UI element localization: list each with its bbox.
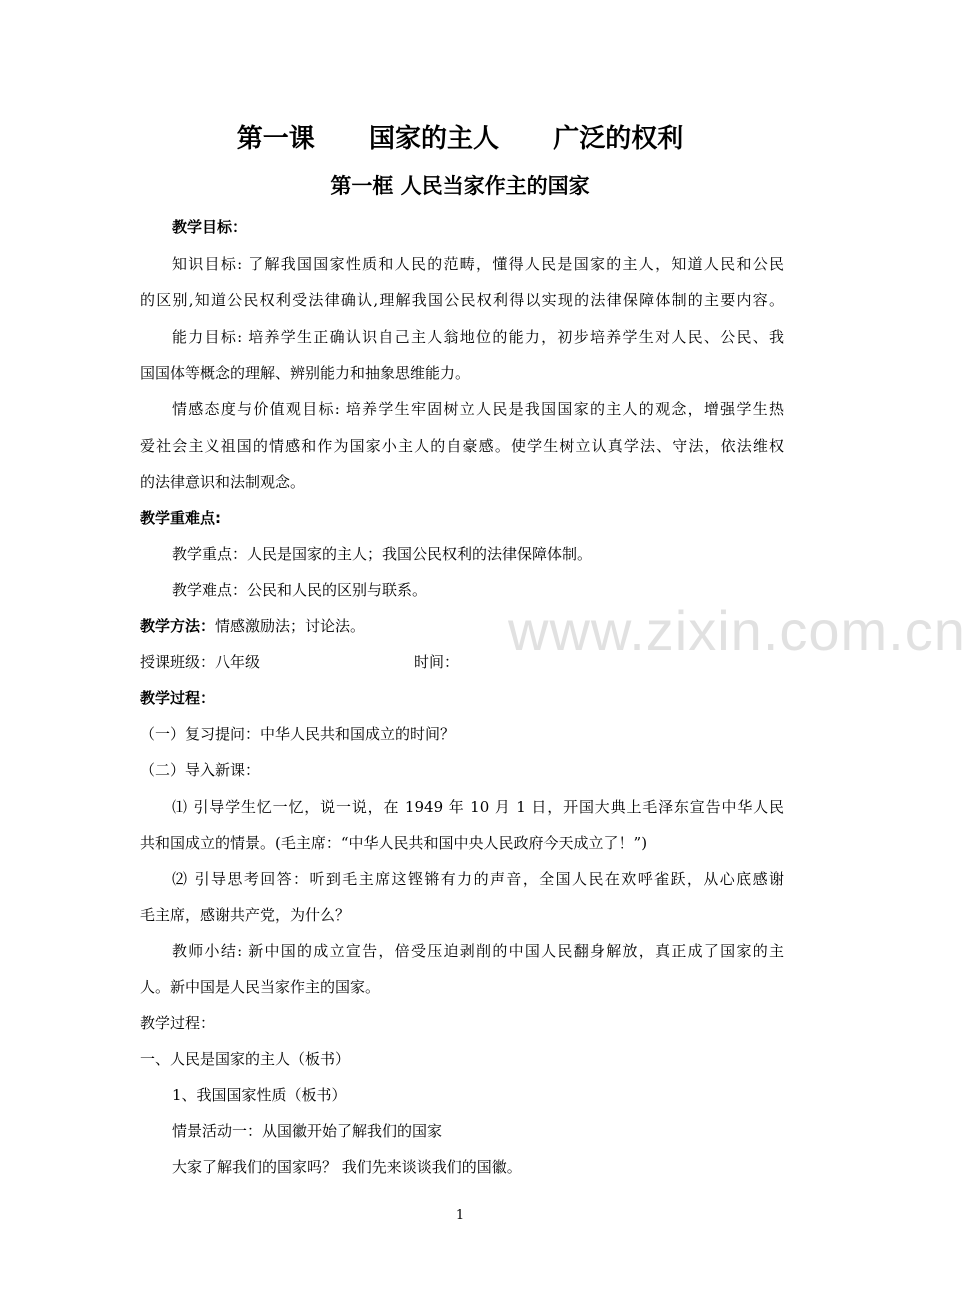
guide2-line1: ⑵ 引导思考回答：听到毛主席这铿锵有力的声音，全国人民在欢呼雀跃，从心底感谢	[172, 870, 784, 888]
activity-one: 情景活动一：从国徽开始了解我们的国家	[172, 1122, 443, 1140]
page-number: 1	[455, 1208, 465, 1223]
step-intro: （二）导入新课：	[140, 761, 261, 779]
knowledge-objective-line1: 知识目标: 了解我国国家性质和人民的范畴，懂得人民是国家的主人，知道人民和公民	[172, 255, 784, 273]
keypoints-heading: 教学重难点:	[140, 509, 221, 527]
process-heading-2: 教学过程：	[140, 1014, 216, 1032]
class-info: 授课班级：八年级	[140, 653, 261, 671]
knowledge-objective-line2: 的区别,知道公民权利受法律确认,理解我国公民权利得以实现的法律保障体制的主要内容。	[140, 291, 784, 309]
summary-line2: 人。新中国是人民当家作主的国家。	[140, 978, 381, 996]
key-difficulty: 教学难点：公民和人民的区别与联系。	[172, 581, 428, 599]
summary-line1: 教师小结: 新中国的成立宣告，倍受压迫剥削的中国人民翻身解放，真正成了国家的主	[172, 942, 784, 960]
objectives-heading: 教学目标：	[172, 218, 248, 236]
process-heading: 教学过程：	[140, 689, 216, 707]
emotion-objective-line1: 情感态度与价值观目标: 培养学生牢固树立人民是我国国家的主人的观念，增强学生热	[172, 400, 784, 418]
section-heading-1: 一、人民是国家的主人（板书）	[140, 1050, 351, 1068]
guide1-line2: 共和国成立的情景。(毛主席：“中华人民共和国中央人民政府今天成立了！”)	[140, 834, 648, 852]
ability-objective-line2: 国国体等概念的理解、辨别能力和抽象思维能力。	[140, 364, 471, 382]
guide2-line2: 毛主席，感谢共产党，为什么？	[140, 906, 351, 924]
ability-objective-line1: 能力目标: 培养学生正确认识自己主人翁地位的能力，初步培养学生对人民、公民、我	[172, 328, 784, 346]
method-label: 教学方法：	[140, 617, 216, 635]
watermark: www.zixin.com.cn	[508, 599, 966, 662]
step-review: （一）复习提问：中华人民共和国成立的时间？	[140, 725, 456, 743]
emotion-objective-line2: 爱社会主义祖国的情感和作为国家小主人的自豪感。使学生树立认真学法、守法，依法维权	[140, 437, 784, 455]
emotion-objective-line3: 的法律意识和法制观念。	[140, 473, 306, 491]
lesson-title: 第一课 国家的主人 广泛的权利	[236, 124, 684, 154]
guide1-line1: ⑴ 引导学生忆一忆，说一说，在 1949 年 10 月 1 日，开国大典上毛泽东宣告中华人民	[172, 798, 784, 816]
method-value: 情感激励法；讨论法。	[215, 617, 366, 635]
teaching-method	[140, 616, 365, 636]
activity-question: 大家了解我们的国家吗？ 我们先来谈谈我们的国徽。	[172, 1158, 522, 1176]
key-focus: 教学重点：人民是国家的主人；我国公民权利的法律保障体制。	[172, 545, 593, 563]
section-subtitle: 第一框 人民当家作主的国家	[330, 174, 590, 198]
time-label: 时间：	[414, 653, 460, 671]
subsection-1-1: 1、我国国家性质（板书）	[172, 1086, 347, 1104]
